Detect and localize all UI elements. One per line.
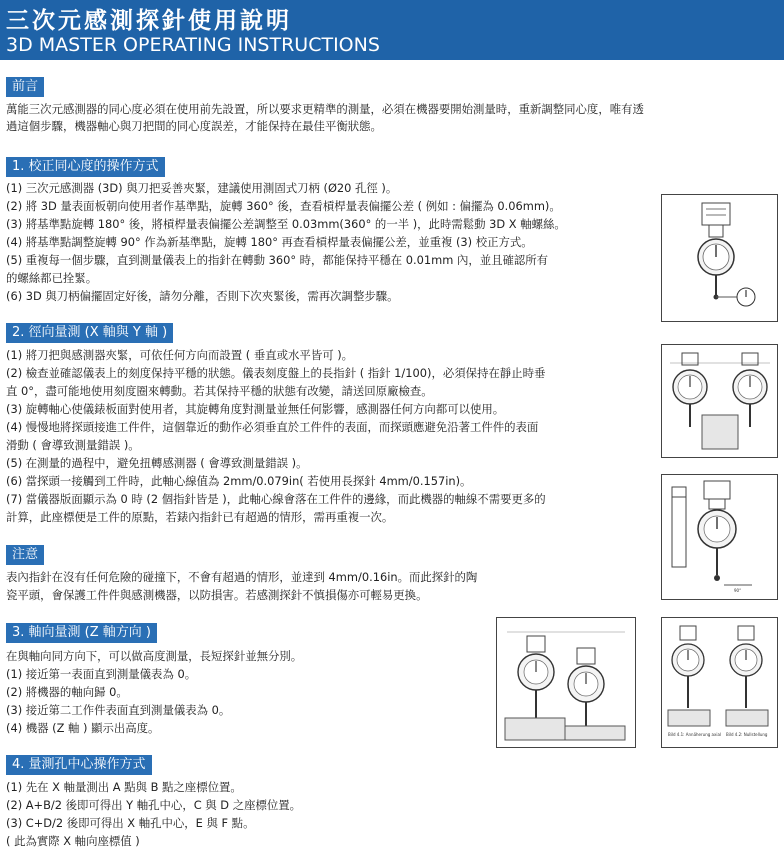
note-line: 表內指針在沒有任何危險的碰撞下，不會有超過的情形，並達到 4mm/0.16in。而此探針的陶: [6, 570, 478, 584]
foreword-line: 萬能三次元感測器的同心度必須在使用前先設置，所以要求更精準的測量，必須在機器要開始測量時，重新調整同心度，唯有透: [6, 102, 644, 116]
figure-caption-right: Bild 4.2: Nullstellung: [726, 732, 768, 737]
section3-line: (2) 將機器的軸向歸 0。: [6, 685, 128, 699]
section1-heading: 1. 校正同心度的操作方式: [6, 157, 165, 177]
title-banner: [0, 0, 784, 60]
section2-heading: 2. 徑向量測 (X 軸與 Y 軸 ): [6, 323, 173, 343]
section1-line: (2) 將 3D 量表面板朝向使用者作基準點，旋轉 360° 後，查看槓桿量表偏擺公差 ( 例如 : 偏擺為 0.06mm)。: [6, 199, 561, 213]
section2-line: 直 0°，盡可能地使用刻度圈來轉動。若其保持平穩的狀態有改變，請送回原廠檢查。: [6, 384, 433, 398]
note-heading: 注意: [6, 545, 44, 565]
section1-line: 的螺絲都已拴緊。: [6, 271, 98, 285]
foreword-line: 過這個步驟，機器軸心與刀把間的同心度誤差，才能保持在最佳平衡狀態。: [6, 119, 382, 133]
section3-heading: 3. 軸向量測 (Z 軸方向 ): [6, 623, 157, 643]
section4-line: ( 此為實際 X 軸向座標值 ): [6, 834, 140, 848]
section4-line: (2) A+B/2 後即可得出 Y 軸孔中心，C 與 D 之座標位置。: [6, 798, 302, 812]
section1-line: (4) 將基準點調整旋轉 90° 作為新基準點，旋轉 180° 再查看槓桿量表偏擺公差，並重複 (3) 校正方式。: [6, 235, 533, 249]
section2-line: 滑動 ( 會導致測量錯誤 )。: [6, 438, 140, 452]
figure-radial-measure: [661, 344, 778, 458]
section2-line: (7) 當儀器版面顯示為 0 時 (2 個指針皆是 )，此軸心線會落在工件件的邊緣，而此機器的軸線不需要更多的: [6, 492, 546, 506]
section2-line: (6) 當探頭一接觸到工件時，此軸心線值為 2mm/0.079in( 若使用長探針 4mm/0.157in)。: [6, 474, 472, 488]
figure-axial-approach: [496, 617, 636, 748]
section1-line: (3) 將基準點旋轉 180° 後，將槓桿量表偏擺公差調整至 0.03mm(360° 的一半 )，此時需鬆動 3D X 軸螺絲。: [6, 217, 566, 231]
title-english: 3D MASTER OPERATING INSTRUCTIONS: [6, 34, 380, 56]
note-line: 瓷平頭，會保護工件件與感測機器，以防損害。若感測探針不慎損傷亦可輕易更換。: [6, 588, 428, 602]
section1-line: (5) 重複每一個步驟，直到測量儀表上的指針在轉動 360° 時，都能保持平穩在 0.01mm 內，並且確認所有: [6, 253, 549, 267]
section3-line: 在與軸向同方向下，可以做高度測量，長短探針並無分別。: [6, 649, 303, 663]
foreword-heading: 前言: [6, 77, 44, 97]
section2-line: (3) 旋轉軸心使儀錶板面對使用者，其旋轉角度對測量並無任何影響，感測器任何方向都可以使用。: [6, 402, 505, 416]
section2-line: 計算，此座標便是工件的原點，若錶內指針已有超過的情形，需再重複一次。: [6, 510, 394, 524]
section3-line: (1) 接近第一表面直到測量儀表為 0。: [6, 667, 197, 681]
title-chinese: 三次元感測探針使用說明: [6, 8, 292, 34]
section4-heading: 4. 量測孔中心操作方式: [6, 755, 152, 775]
section4-line: (1) 先在 X 軸量測出 A 點與 B 點之座標位置。: [6, 780, 242, 794]
figure-caption-left: Bild 4.1: Annäherung axial: [668, 732, 722, 737]
figure-axial-zero: [661, 617, 778, 748]
figure-calibration: [661, 194, 778, 322]
section1-line: (1) 三次元感測器 (3D) 與刀把妥善夾緊，建議使用測固式刀柄 (Ø20 孔徑 )。: [6, 181, 398, 195]
section2-line: (4) 慢慢地將探頭接進工件件，這個靠近的動作必須垂直於工件件的表面，而探頭應避免沿著工件件的表面: [6, 420, 539, 434]
section3-line: (3) 接近第二工作件表面直到測量儀表為 0。: [6, 703, 231, 717]
figure-angle-label: 90°: [734, 588, 742, 593]
section1-line: (6) 3D 與刀柄偏擺固定好後，請勿分離，否則下次夾緊後，需再次調整步驟。: [6, 289, 399, 303]
section3-line: (4) 機器 (Z 軸 ) 顯示出高度。: [6, 721, 160, 735]
section2-line: (5) 在測量的過程中，避免扭轉感測器 ( 會導致測量錯誤 )。: [6, 456, 308, 470]
section2-line: (2) 檢查並確認儀表上的刻度保持平穩的狀態。儀表刻度盤上的長指針 ( 指針 1/100)，必須保持在靜止時垂: [6, 366, 546, 380]
section4-line: (3) C+D/2 後即可得出 X 軸孔中心，E 與 F 點。: [6, 816, 255, 830]
section2-line: (1) 將刀把與感測器夾緊，可依任何方向而設置 ( 垂直或水平皆可 )。: [6, 348, 354, 362]
figure-probe-detail: [661, 474, 778, 600]
